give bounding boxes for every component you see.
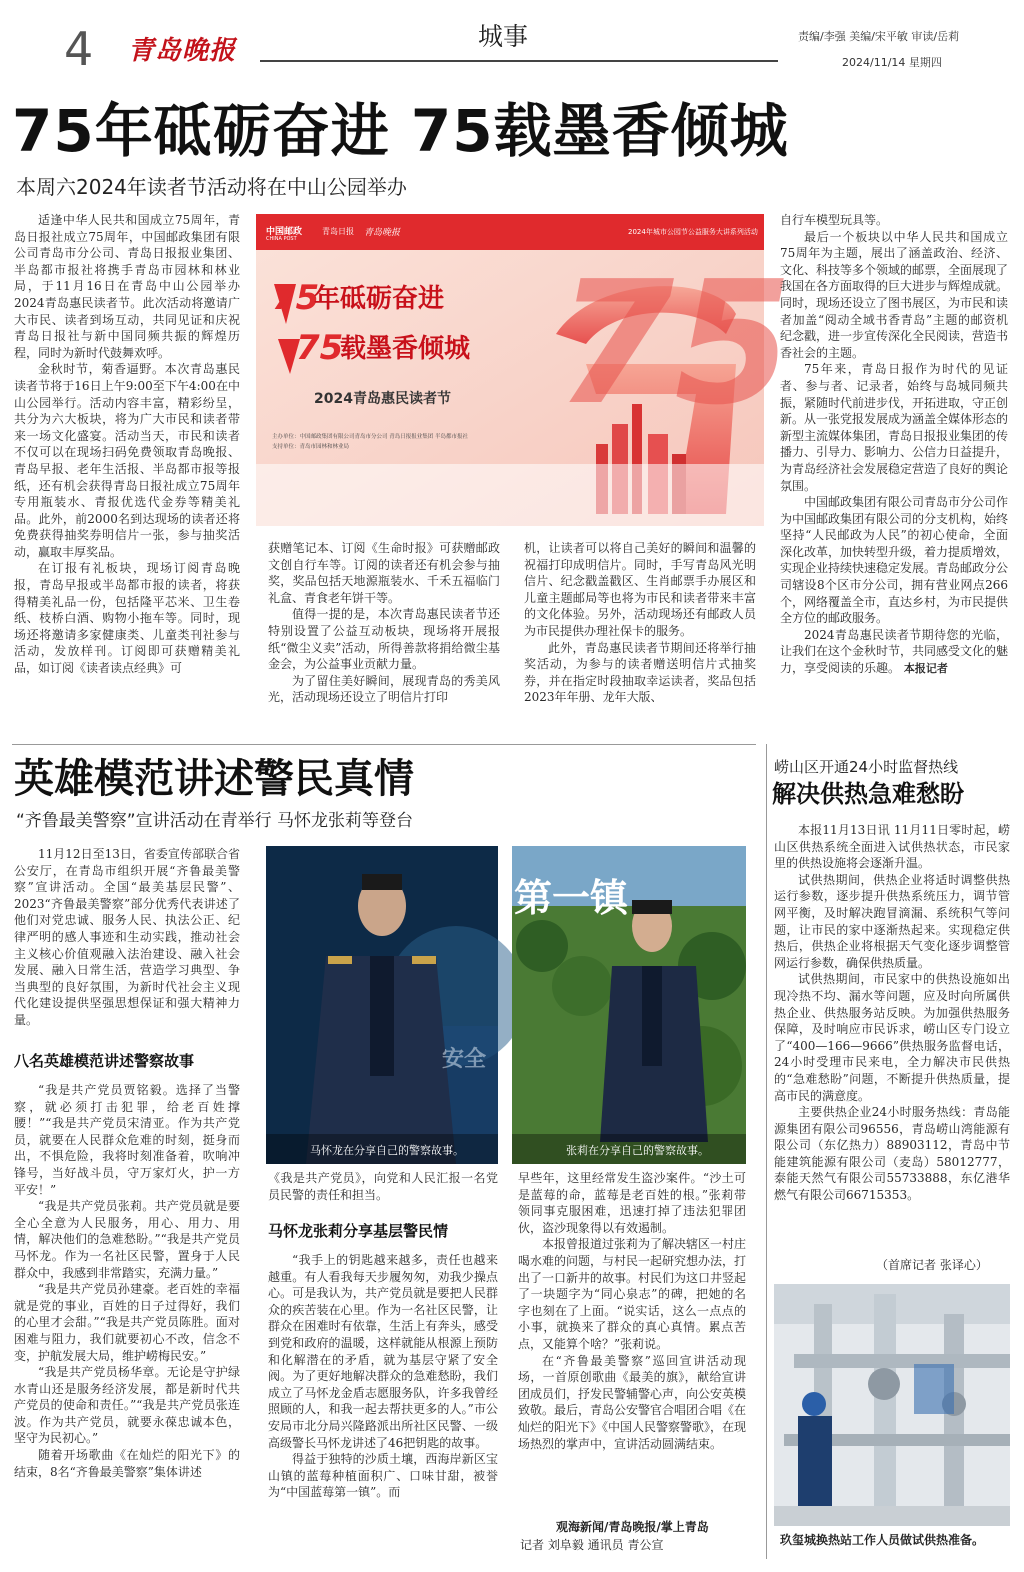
- story2-column-2: [268, 1252, 498, 1554]
- paragraph: 本报曾报道过张莉为了解决辖区一村庄喝水难的问题，与村民一起研究想办法，打出了一口新井的故事。村民们为这口井竖起了一块题字为“同心泉志”的碑，把她的名字也刻在了上面。“说实话，这么一点点的小事，就换来了群众的真心真情。累点苦点，又能算个啥？”张莉说。: [518, 1237, 747, 1351]
- paragraph: 适逢中华人民共和国成立75周年，青岛日报社成立75周年，中国邮政集团有限公司青岛市分公司、青岛日报报业集团、半岛都市报社将携手青岛市园林和林业局，于11月16日在青岛中山公园举办2024青岛惠民读者节。此次活动将邀请广大市民、读者到场互动，共同见证和庆祝青岛日报社与新中国同频共振的辉煌历程，同时为新时代鼓舞欢呼。: [14, 213, 240, 360]
- date-line: 2024/11/14 星期四: [842, 56, 942, 69]
- story-divider: [12, 744, 756, 745]
- poster-banner: 2024年城市公园节公益服务大讲系列活动: [628, 228, 758, 236]
- photo-heating-station: [774, 1284, 1010, 1526]
- photo-ma-huailong: [266, 846, 498, 1164]
- masthead-logo: 青岛晚报: [128, 36, 237, 66]
- photo-heating-station-graphic: [774, 1284, 1010, 1526]
- paragraph: 自行车模型玩具等。: [780, 213, 889, 227]
- paragraph: “我是共产党员张莉。共产党员就是要全心全意为人民服务，用心、用力、用情，解决他们的急难愁盼。”“我是共产党员马怀龙。作为一名社区民警，置身于人民群众中，我感到非常踏实，充满力量。”: [14, 1199, 240, 1280]
- photo2-caption: 张莉在分享自己的警察故事。: [566, 1144, 709, 1157]
- story1-headline: 75年砥砺奋进 75载墨香倾城: [12, 97, 789, 165]
- paragraph: 最后一个板块以中华人民共和国成立75周年为主题，展出了涵盖政治、经济、文化、科技等多个领域的邮票，全面展现了我国在各方面取得的巨大进步与辉煌成就。同时，现场还设立了图书展区，为市民和读者加盖“阅动全域书香青岛”主题的邮资机纪念戳，进一步宣传深化全民阅读，营造书香社会的主题。: [780, 229, 1009, 360]
- paragraph: 获赠笔记本、订阅《生命时报》可获赠邮政文创自行车等。订阅的读者还有机会参与抽奖，奖品包括天地源瓶装水、千禾五福临门礼盒、青食老年饼干等。: [268, 541, 500, 605]
- paragraph: 随着开场歌曲《在灿烂的阳光下》的结束，8名“齐鲁最美警察”集体讲述: [14, 1448, 240, 1479]
- poster-num-2: 75: [296, 328, 344, 368]
- photo-ma-huailong-graphic: [266, 846, 498, 1164]
- header-rule: [260, 60, 778, 62]
- story1-subhead: 本周六2024年读者节活动将在中山公园举办: [16, 175, 407, 199]
- paragraph: [780, 627, 1008, 678]
- paragraph: “我是共产党员孙建豪。老百姓的幸福就是党的事业，百姓的日子过得好，我们的心里才会甜。”“我是共产党员陈胜。面对困难与阻力，我们就要初心不改，信念不变，护航发展大局，维护崂梅民安。”: [14, 1282, 240, 1363]
- photo-zhang-li: [512, 846, 746, 1164]
- poster-support: 支持单位：青岛市园林和林业局: [272, 444, 350, 450]
- story2-column-2-top: [268, 1170, 498, 1206]
- story2-credit-2: 记者 刘阜毅 通讯员 青公宣: [520, 1538, 664, 1552]
- event-poster: [256, 214, 793, 526]
- paragraph: 本报11月13日讯 11月11日零时起，崂山区供热系统全面进入试供热状态，市民家里的供热设施将会逐渐升温。: [774, 823, 1010, 871]
- story2-column-3: [518, 1170, 746, 1516]
- poster-big-number: 75: [556, 245, 793, 443]
- paragraph: 中国邮政集团有限公司青岛市分公司作为中国邮政集团有限公司的分支机构，始终坚持“人民邮政为人民”的初心使命，全面深化改革，加快转型升级，着力提质增效，实现企业持续快速稳定发展。青岛邮政分公司辖设8个区市分公司，拥有营业网点266个，网络覆盖全市，直达乡村，为市民提供全方位的邮政服务。: [780, 495, 1009, 626]
- story1-column-1: [14, 212, 240, 736]
- poster-logo-evening: 青岛晚报: [364, 228, 401, 238]
- story2-subhead: “齐鲁最美警察”宣讲活动在青举行 马怀龙张莉等登台: [16, 811, 414, 831]
- story1-column-3: [524, 540, 756, 736]
- story2-subheading-1: 八名英雄模范讲述警察故事: [14, 1052, 195, 1070]
- poster-line-2: 载墨香倾城: [340, 334, 471, 364]
- story2-column-1: [14, 1082, 240, 1554]
- column-divider: [766, 744, 767, 1559]
- poster-event-name: 2024青岛惠民读者节: [314, 391, 451, 407]
- paragraph: 此外，青岛惠民读者节期间还将举行抽奖活动，为参与的读者赠送明信片式抽奖券，并在指定时段抽取幸运读者，奖品包括2023年年册、龙年大版、: [524, 640, 756, 705]
- paragraph: “我手上的钥匙越来越多，责任也越来越重。有人看我每天步履匆匆，劝我少操点心。可是我认为，共产党员就是要把人民群众的疾苦装在心里。作为一名社区民警，让群众在困难时有依靠，生活上有奔头，感受到党和政府的温暖，这样就能从根源上预防和化解潜在的矛盾，就为基层守紧了安全阀。为了更好地解决群众的急难愁盼，我们成立了马怀龙金盾志愿服务队，许多我曾经照顾的人，和我一起去帮扶更多的人。”市公安局市北分局兴隆路派出所社区民警、一级高级警长马怀龙讲述了46把钥匙的故事。: [268, 1253, 498, 1450]
- paragraph: 金秋时节，菊香逼野。本次青岛惠民读者节将于16日上午9:00至下午4:00在中山公园举行。活动内容丰富，精彩纷呈，共分为六大板块，将为广大市民和读者带来一场文化盛宴。活动当天，市民和读者不仅可以在现场扫码免费领取青岛晚报、青岛早报、老年生活报、半岛都市报等报纸，还有机会获得青岛日报社成立75周年专用瓶装水、青报优选代金券等精美礼品。此外，前2000名到达现场的读者还将免费获得抽奖券明信片一张，参与抽奖活动，赢取丰厚奖品。: [14, 362, 240, 559]
- paragraph: “我是共产党员杨华章。无论是守护绿水青山还是服务经济发展，都是新时代共产党员的使命和责任。”“我是共产党员张连波。作为共产党员，就要永葆忠诚本色，坚守为民初心。”: [14, 1365, 240, 1446]
- story2-intro: [14, 846, 240, 1034]
- paragraph: 75年来，青岛日报作为时代的见证者、参与者、记录者，始终与岛城同频共振，紧随时代前进步伐，开拓进取，守正创新。从一张党报发展成为涵盖全媒体形态的新型主流媒体集团，青岛日报报业集团的传播力、引导力、影响力、公信力日益提升，为青岛经济社会发展稳定营造了良好的舆论氛围。: [780, 362, 1009, 493]
- paragraph: 在“齐鲁最美警察”巡回宣讲活动现场，一首原创歌曲《最美的旗》，献给宣讲团成员们，抒发民警辅警心声，向公安英模致敬。最后，青岛公安警官合唱团合唱《在灿烂的阳光下》《中国人民警察警歌》，在现场热烈的掌声中，宣讲活动圆满结束。: [518, 1353, 747, 1451]
- closing-text: 2024青岛惠民读者节期待您的光临，让我们在这个金秋时节，共同感受文化的魅力，享受阅读的乐趣。: [780, 627, 1009, 676]
- paragraph: 11月12日至13日，省委宣传部联合省公安厅，在青岛市组织开展“齐鲁最美警察”宣讲活动。全国“最美基层民警”、2023“齐鲁最美警察”部分优秀代表讲述了他们对党忠诚、服务人民、执法公正、纪律严明的感人事迹和生动实践，推动社会主义核心价值观融入法治建设、融入社会发展、融入日常生活，营造学习典型、争当典型的良好氛围，为新时代社会主义现代化建设提供坚强思想保证和强大精神力量。: [14, 847, 240, 1027]
- story2-headline: 英雄模范讲述警民真情: [14, 756, 414, 802]
- page-number: 4: [64, 22, 94, 76]
- poster-line-1: 年砥砺奋进: [314, 284, 445, 314]
- poster-host: 主办单位：中国邮政集团有限公司青岛市分公司 青岛日报报业集团 半岛都市报社: [272, 434, 468, 440]
- poster-logo-daily: 青岛日报: [322, 227, 354, 236]
- story1-column-4: [780, 212, 1008, 732]
- story3-photo-caption: 玖玺城换热站工作人员做试供热准备。: [780, 1533, 985, 1547]
- story3-kicker: 崂山区开通24小时监督热线: [774, 758, 959, 776]
- photo2-banner: 第一镇: [514, 876, 629, 920]
- paragraph: 主要供热企业24小时服务热线：青岛能源集团有限公司96556，青岛崂山湾能源有限公司（东亿热力）88903112，青岛中节能建筑能源有限公司（麦岛）58012777，泰能天然气有限公司55733888，东亿港华燃气有限公司66715353。: [774, 1105, 1010, 1203]
- paragraph: 为了留住美好瞬间，展现青岛的秀美风光，活动现场还设立了明信片打印: [268, 673, 500, 705]
- photo1-caption: 马怀龙在分享自己的警察故事。: [310, 1144, 464, 1157]
- paragraph: 《我是共产党员》，向党和人民汇报一名党员民警的责任和担当。: [268, 1171, 498, 1202]
- story2-subheading-2: 马怀龙张莉分享基层警民情: [268, 1222, 449, 1240]
- story3-headline: 解决供热急难愁盼: [772, 780, 964, 808]
- paragraph: 试供热期间，供热企业将适时调整供热运行参数，逐步提升供热系统压力，调节管网平衡，及时解决跑冒滴漏、系统积气等问题，让市民的家中逐渐热起来。实现稳定供热后，供热企业将根据天气变化逐步调整管网运行参数，确保供热质量。: [774, 872, 1010, 970]
- story1-byline: 本报记者: [903, 662, 948, 676]
- paragraph: 机，让读者可以将自己美好的瞬间和温馨的祝福打印成明信片。同时，手写青岛风光明信片、纪念戳盖戳区、生肖邮票手办展区和儿童主题邮局等也将为市民和读者带来丰富的文化体验。另外，活动现场还有邮政人员为市民提供办理社保卡的服务。: [524, 541, 756, 638]
- poster-num-1: 75: [272, 278, 320, 318]
- section-title: 城事: [478, 22, 529, 51]
- paragraph: 试供热期间，市民家中的供热设施如出现冷热不均、漏水等问题，应及时向所属供热企业、供热服务站反映。为加强供热服务保障，及时响应市民诉求，崂山区专门设立了“400—166—9666”供热服务监督电话，24小时受理市民来电，全力解决市民供热的“急难愁盼”问题，不断提升供热质量，提高市民的满意度。: [774, 972, 1010, 1103]
- paragraph: 得益于独特的沙质土壤，西海岸新区宝山镇的蓝莓种植面积广、口味甘甜，被誉为“中国蓝莓第一镇”。而: [268, 1452, 498, 1500]
- story3-byline: （首席记者 张译心）: [876, 1258, 988, 1272]
- story1-column-2: [268, 540, 500, 736]
- story3-body: [774, 822, 1010, 1254]
- photo1-banner: 安全: [442, 1047, 487, 1072]
- poster-logo-post-en: CHINA POST: [266, 236, 297, 242]
- story2-credit-1: 观海新闻/青岛晚报/掌上青岛: [556, 1520, 709, 1534]
- paragraph: 在订报有礼板块，现场订阅青岛晚报，青岛早报或半岛都市报的读者，将获得精美礼品一份，包括隆平芯米、卫生卷纸、枝桥白酒、购物小拖车等。同时，现场还将邀请多家健康类、儿童类刊社参与活动，发放样刊。订阅即可获赠精美礼品，如订阅《读者读点经典》可: [14, 561, 240, 676]
- paragraph: “我是共产党员贾铭毅。选择了当警察，就必须打击犯罪，给老百姓撑腰！”“我是共产党员宋清亚。作为共产党员，就要在人民群众危难的时刻，挺身而出，不惧危险，我将时刻准备着，吹响冲锋号，当好战斗员，守万家灯火，护一方平安！”: [14, 1083, 240, 1197]
- paragraph: 值得一提的是，本次青岛惠民读者节还特别设置了公益互动板块，现场将开展报纸“微尘义卖”活动，所得善款将捐给微尘基金会，为公益事业贡献力量。: [268, 607, 500, 672]
- paragraph: 早些年，这里经常发生盗沙案件。“沙土可是蓝莓的命，蓝莓是老百姓的根。”张莉带领同事克服困难，迅速打掉了违法犯罪团伙，盗沙现象得以有效遏制。: [518, 1171, 746, 1235]
- poster-logo-post: 中国邮政: [266, 227, 303, 237]
- editors-line: 责编/李强 美编/宋平敏 审读/岳莉: [798, 30, 960, 43]
